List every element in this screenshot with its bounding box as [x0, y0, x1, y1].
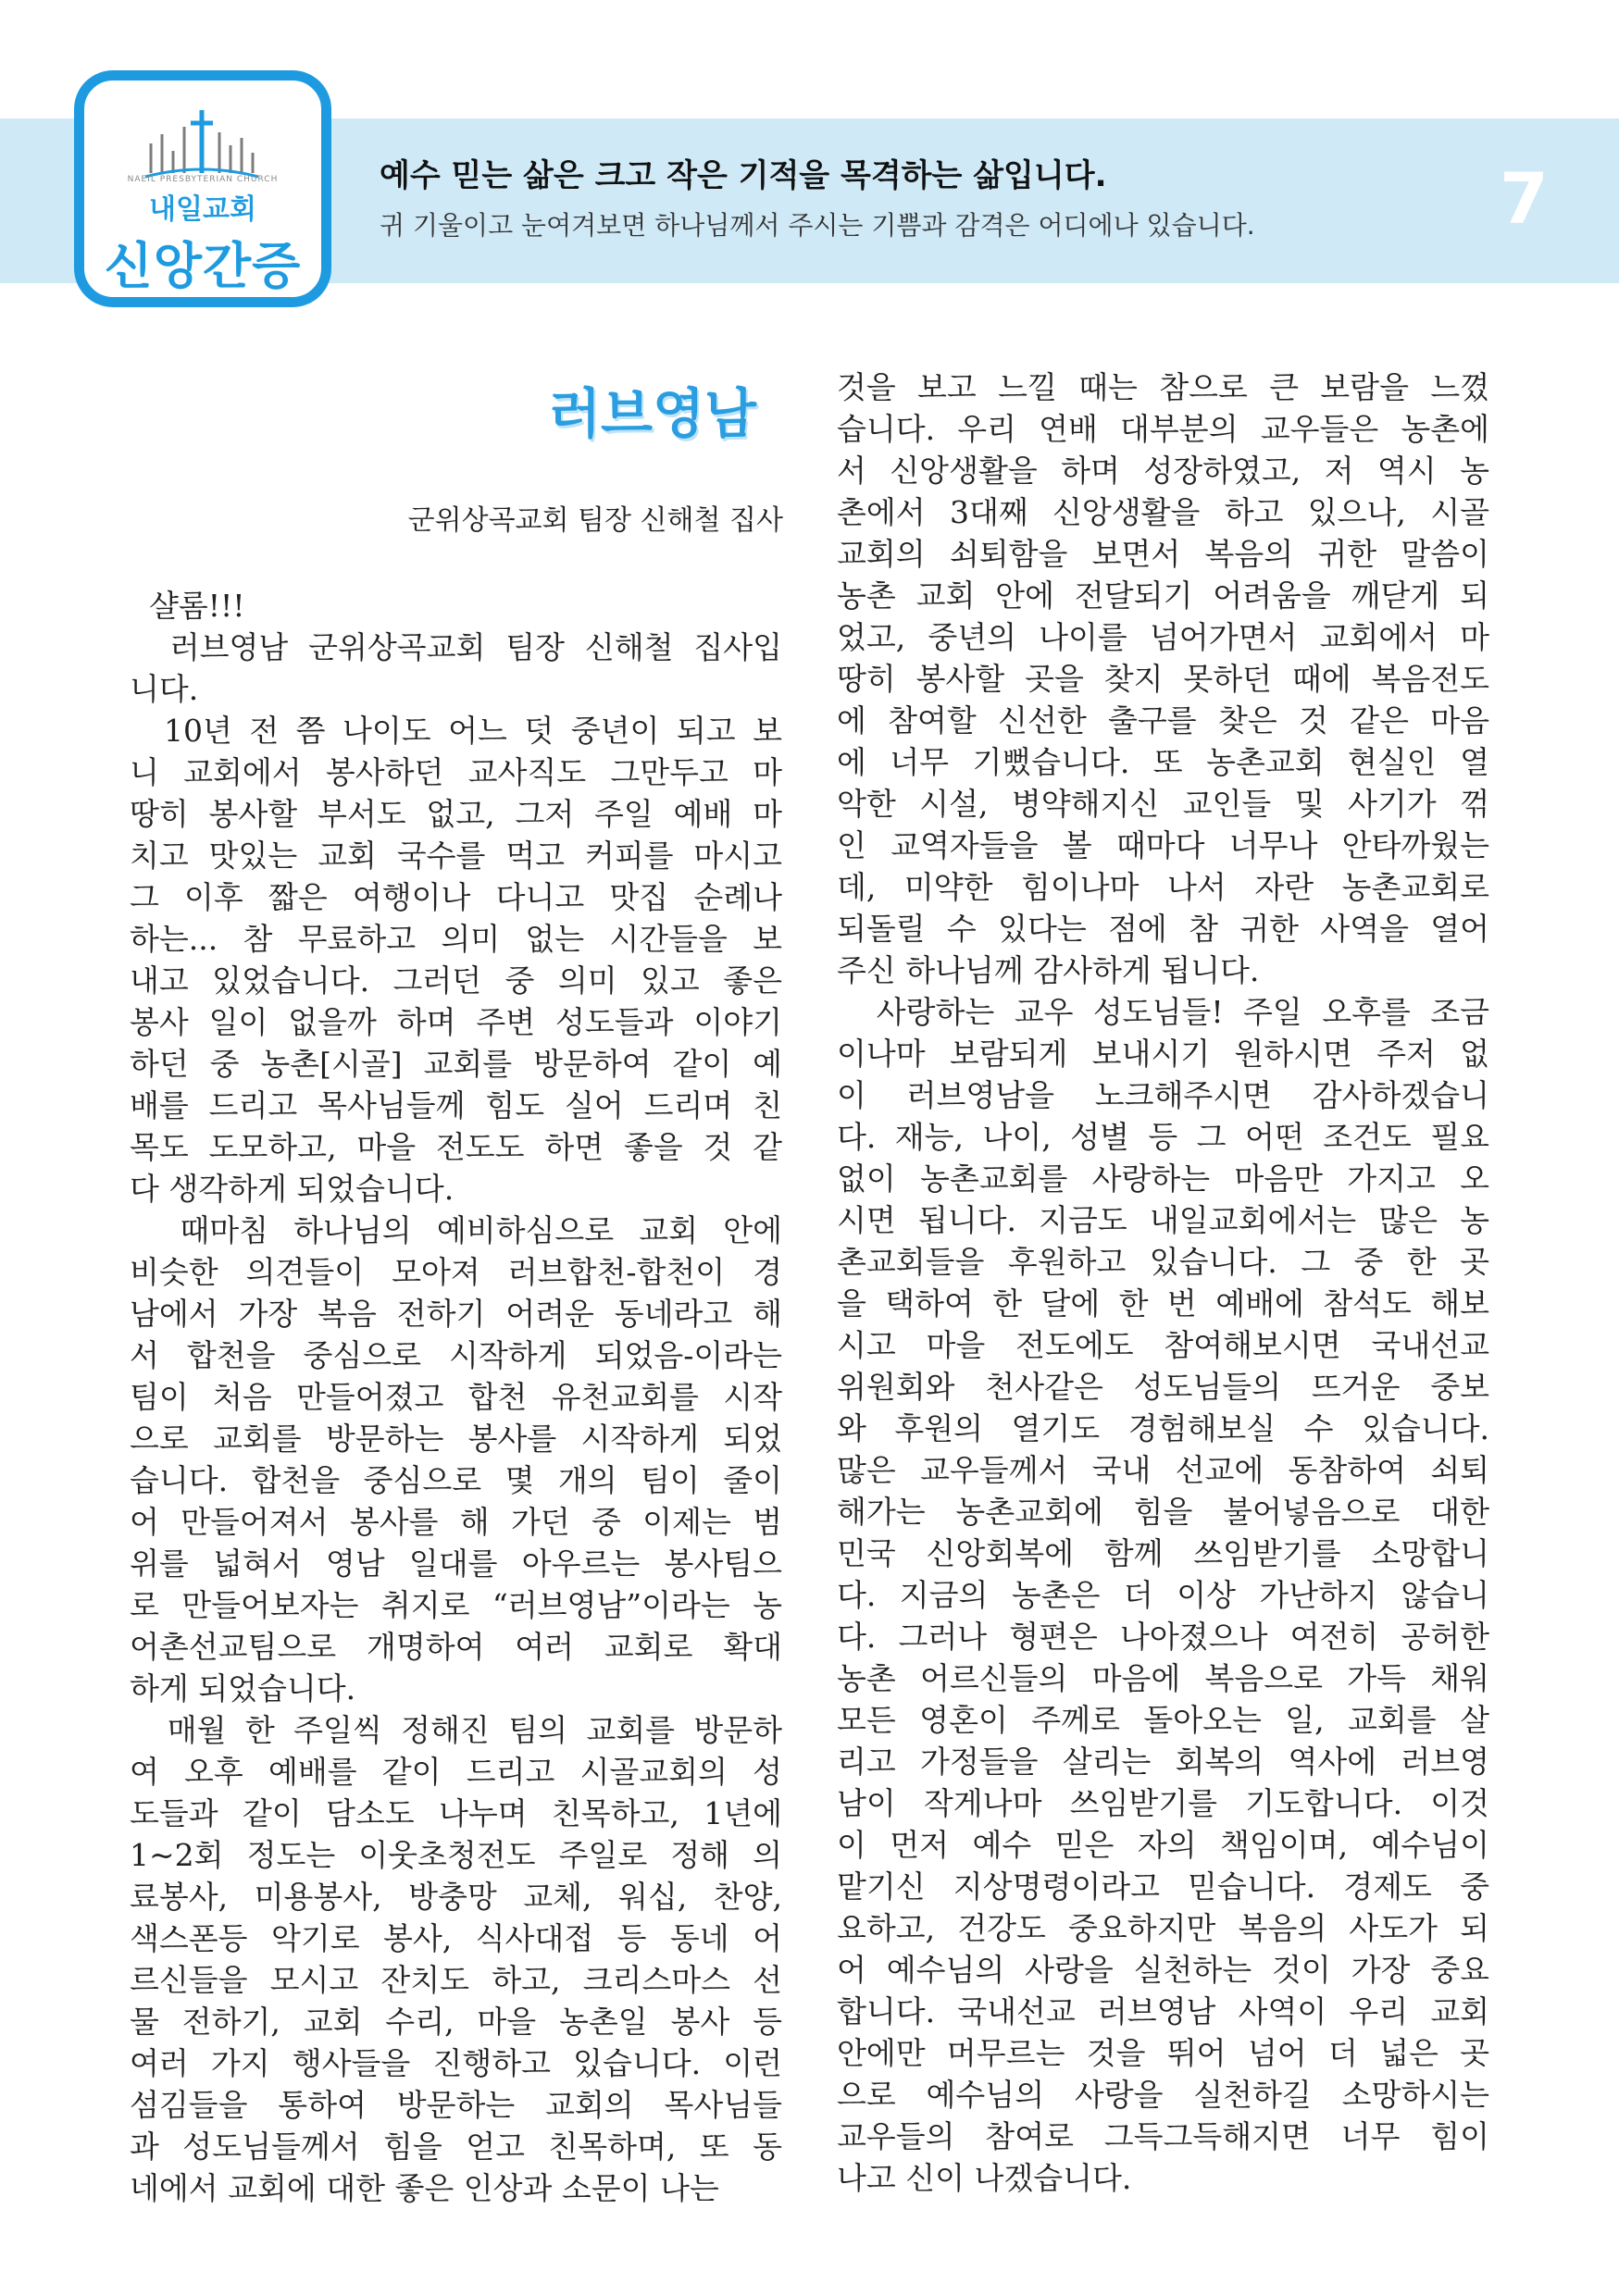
- page-number: 7: [1500, 157, 1549, 240]
- text-line: 사랑하는 교우 성도님들! 주일 오후를 조금: [837, 994, 1489, 1030]
- text-line: 것을 보고 느낄 때는 참으로 큰 보람을 느꼈: [837, 369, 1489, 405]
- text-line: 위원회와 천사같은 성도님들의 뜨거운 중보: [837, 1369, 1489, 1405]
- text-line: 치고 맛있는 교회 국수를 먹고 커피를 마시고: [130, 838, 782, 874]
- text-line: 이나마 보람되게 보내시기 원하시면 주저 없: [837, 1036, 1489, 1072]
- text-line: 으로 교회를 방문하는 봉사를 시작하게 되었: [130, 1421, 782, 1457]
- text-line: 에 너무 기뻤습니다. 또 농촌교회 현실인 열: [837, 744, 1489, 780]
- text-line: 르신들을 모시고 잔치도 하고, 크리스마스 선: [130, 1962, 782, 1998]
- text-line: 1~2회 정도는 이웃초청전도 주일로 정해 의: [130, 1837, 782, 1873]
- text-line: 농촌 어르신들의 마음에 복음으로 가득 채워: [837, 1660, 1489, 1696]
- text-line: 이 먼저 예수 믿은 자의 책임이며, 예수님이: [837, 1827, 1489, 1863]
- text-line: 어 만들어져서 봉사를 해 가던 중 이제는 범: [130, 1504, 782, 1540]
- text-line: 도들과 같이 담소도 나누며 친목하고, 1년에: [130, 1795, 782, 1831]
- text-line: 농촌 교회 안에 전달되기 어려움을 깨닫게 되: [837, 577, 1489, 614]
- text-line: 샬롬!!!: [130, 588, 245, 624]
- text-line: 습니다. 우리 연배 대부분의 교우들은 농촌에: [837, 411, 1489, 447]
- text-line: 그 이후 짧은 여행이나 다니고 맛집 순례나: [130, 879, 782, 915]
- text-line: 해가는 농촌교회에 힘을 불어넣음으로 대한: [837, 1494, 1489, 1530]
- text-line: 하게 되었습니다.: [130, 1670, 356, 1706]
- text-line: 촌에서 3대째 신앙생활을 하고 있으나, 시골: [837, 494, 1489, 530]
- text-line: 다 생각하게 되었습니다.: [130, 1171, 455, 1207]
- section-title: 신앙간증: [104, 237, 302, 295]
- text-line: 맡기신 지상명령이라고 믿습니다. 경제도 중: [837, 1868, 1489, 1905]
- article-byline: 군위상곡교회 팀장 신해철 집사: [407, 504, 783, 537]
- text-line: 민국 신앙회복에 함께 쓰임받기를 소망합니: [837, 1535, 1489, 1571]
- text-line: 되돌릴 수 있다는 점에 참 귀한 사역을 열어: [837, 911, 1489, 947]
- text-line: 매월 한 주일씩 정해진 팀의 교회를 방문하: [130, 1712, 782, 1748]
- text-line: 색스폰등 악기로 봉사, 식사대접 등 동네 어: [130, 1920, 782, 1956]
- text-line: 시면 됩니다. 지금도 내일교회에서는 많은 농: [837, 1202, 1489, 1238]
- text-line: 여 오후 예배를 같이 드리고 시골교회의 성: [130, 1754, 782, 1790]
- text-line: 료봉사, 미용봉사, 방충망 교체, 워십, 찬양,: [130, 1879, 782, 1915]
- text-line: 섬김들을 통하여 방문하는 교회의 목사님들: [130, 2087, 782, 2123]
- text-line: 많은 교우들께서 국내 선교에 동참하여 쇠퇴: [837, 1452, 1489, 1488]
- text-line: 으로 예수님의 사랑을 실천하길 소망하시는: [837, 2077, 1489, 2113]
- text-line: 어 예수님의 사랑을 실천하는 것이 가장 중요: [837, 1952, 1489, 1988]
- text-line: 악한 시설, 병약해지신 교인들 및 사기가 꺾: [837, 786, 1489, 822]
- text-line: 와 후원의 열기도 경험해보실 수 있습니다.: [837, 1410, 1489, 1446]
- text-line: 을 택하여 한 달에 한 번 예배에 참석도 해보: [837, 1285, 1489, 1322]
- text-line: 었고, 중년의 나이를 넘어가면서 교회에서 마: [837, 619, 1489, 655]
- text-line: 때마침 하나님의 예비하심으로 교회 안에: [130, 1212, 782, 1248]
- text-line: 나고 신이 나겠습니다.: [837, 2160, 1132, 2196]
- text-line: 위를 넓혀서 영남 일대를 아우르는 봉사팀으: [130, 1545, 782, 1582]
- article-column-right: [837, 366, 1489, 2199]
- text-line: 니다.: [130, 671, 199, 707]
- text-line: 데, 미약한 힘이나마 나서 자란 농촌교회로: [837, 869, 1489, 905]
- header-subline: 귀 기울이고 눈여겨보면 하나님께서 주시는 기쁨과 감격은 어디에나 있습니다.: [380, 210, 1255, 241]
- text-line: 여러 가지 행사들을 진행하고 있습니다. 이런: [130, 2045, 782, 2081]
- text-line: 네에서 교회에 대한 좋은 인상과 소문이 나는: [130, 2170, 719, 2206]
- article-column-left: [130, 585, 782, 2209]
- section-badge: [74, 70, 331, 307]
- text-line: 니 교회에서 봉사하던 교사직도 그만두고 마: [130, 754, 782, 790]
- text-line: 리고 가정들을 살리는 회복의 역사에 러브영: [837, 1744, 1489, 1780]
- text-line: 서 신앙생활을 하며 성장하였고, 저 역시 농: [837, 453, 1489, 489]
- text-line: 배를 드리고 목사님들께 힘도 실어 드리며 친: [130, 1087, 782, 1123]
- text-line: 교회의 쇠퇴함을 보면서 복음의 귀한 말씀이: [837, 536, 1489, 572]
- text-line: 목도 도모하고, 마을 전도도 하면 좋을 것 같: [130, 1129, 782, 1165]
- text-line: 팀이 처음 만들어졌고 합천 유천교회를 시작: [130, 1379, 782, 1415]
- text-line: 10년 전 쯤 나이도 어느 덧 중년이 되고 보: [130, 713, 782, 749]
- church-skyline-cross-icon: [142, 106, 262, 180]
- text-line: 없이 농촌교회를 사랑하는 마음만 가지고 오: [837, 1160, 1489, 1197]
- text-line: 요하고, 건강도 중요하지만 복음의 사도가 되: [837, 1910, 1489, 1946]
- text-line: 에 참여할 신선한 출구를 찾은 것 같은 마음: [837, 702, 1489, 738]
- text-line: 내고 있었습니다. 그러던 중 의미 있고 좋은: [130, 962, 782, 999]
- text-line: 어촌선교팀으로 개명하여 여러 교회로 확대: [130, 1629, 782, 1665]
- logo-church-english-name: NAEIL PRESBYTERIAN CHURCH: [127, 175, 279, 184]
- text-line: 하던 중 농촌[시골] 교회를 방문하여 같이 예: [130, 1046, 782, 1082]
- logo-church-name: 내일교회: [149, 193, 256, 226]
- text-line: 봉사 일이 없을까 하며 주변 성도들과 이야기: [130, 1004, 782, 1040]
- text-line: 서 합천을 중심으로 시작하게 되었음-이라는: [130, 1337, 782, 1373]
- text-line: 모든 영혼이 주께로 돌아오는 일, 교회를 살: [837, 1702, 1489, 1738]
- text-line: 비슷한 의견들이 모아져 러브합천-합천이 경: [130, 1254, 782, 1290]
- text-line: 습니다. 합천을 중심으로 몇 개의 팀이 줄이: [130, 1462, 782, 1498]
- text-line: 하는... 참 무료하고 의미 없는 시간들을 보: [130, 921, 782, 957]
- text-line: 과 성도님들께서 힘을 얻고 친목하며, 또 동: [130, 2128, 782, 2165]
- text-line: 남에서 가장 복음 전하기 어려운 동네라고 해: [130, 1296, 782, 1332]
- text-line: 시고 마을 전도에도 참여해보시면 국내선교: [837, 1327, 1489, 1363]
- text-line: 물 전하기, 교회 수리, 마을 농촌일 봉사 등: [130, 2004, 782, 2040]
- text-line: 촌교회들을 후원하고 있습니다. 그 중 한 곳: [837, 1244, 1489, 1280]
- text-line: 땅히 봉사할 부서도 없고, 그저 주일 예배 마: [130, 796, 782, 832]
- text-line: 땅히 봉사할 곳을 찾지 못하던 때에 복음전도: [837, 661, 1489, 697]
- text-line: 다. 재능, 나이, 성별 등 그 어떤 조건도 필요: [837, 1119, 1489, 1155]
- text-line: 인 교역자들을 볼 때마다 너무나 안타까웠는: [837, 827, 1489, 863]
- text-line: 다. 그러나 형편은 나아졌으나 여전히 공허한: [837, 1619, 1489, 1655]
- text-line: 주신 하나님께 감사하게 됩니다.: [837, 952, 1260, 988]
- text-line: 다. 지금의 농촌은 더 이상 가난하지 않습니: [837, 1577, 1489, 1613]
- text-line: 남이 작게나마 쓰임받기를 기도합니다. 이것: [837, 1785, 1489, 1821]
- text-line: 러브영남 군위상곡교회 팀장 신해철 집사입: [130, 629, 782, 665]
- article-title: 러브영남: [548, 382, 757, 445]
- text-line: 안에만 머무르는 것을 뛰어 넘어 더 넓은 곳: [837, 2035, 1489, 2071]
- header-tagline: 예수 믿는 삶은 크고 작은 기적을 목격하는 삶입니다.: [380, 157, 1107, 194]
- text-line: 로 만들어보자는 취지로 “러브영남”이라는 농: [130, 1587, 782, 1623]
- text-line: 이 러브영남을 노크해주시면 감사하겠습니: [837, 1077, 1489, 1113]
- text-line: 합니다. 국내선교 러브영남 사역이 우리 교회: [837, 1993, 1489, 2029]
- text-line: 교우들의 참여로 그득그득해지면 너무 힘이: [837, 2118, 1489, 2154]
